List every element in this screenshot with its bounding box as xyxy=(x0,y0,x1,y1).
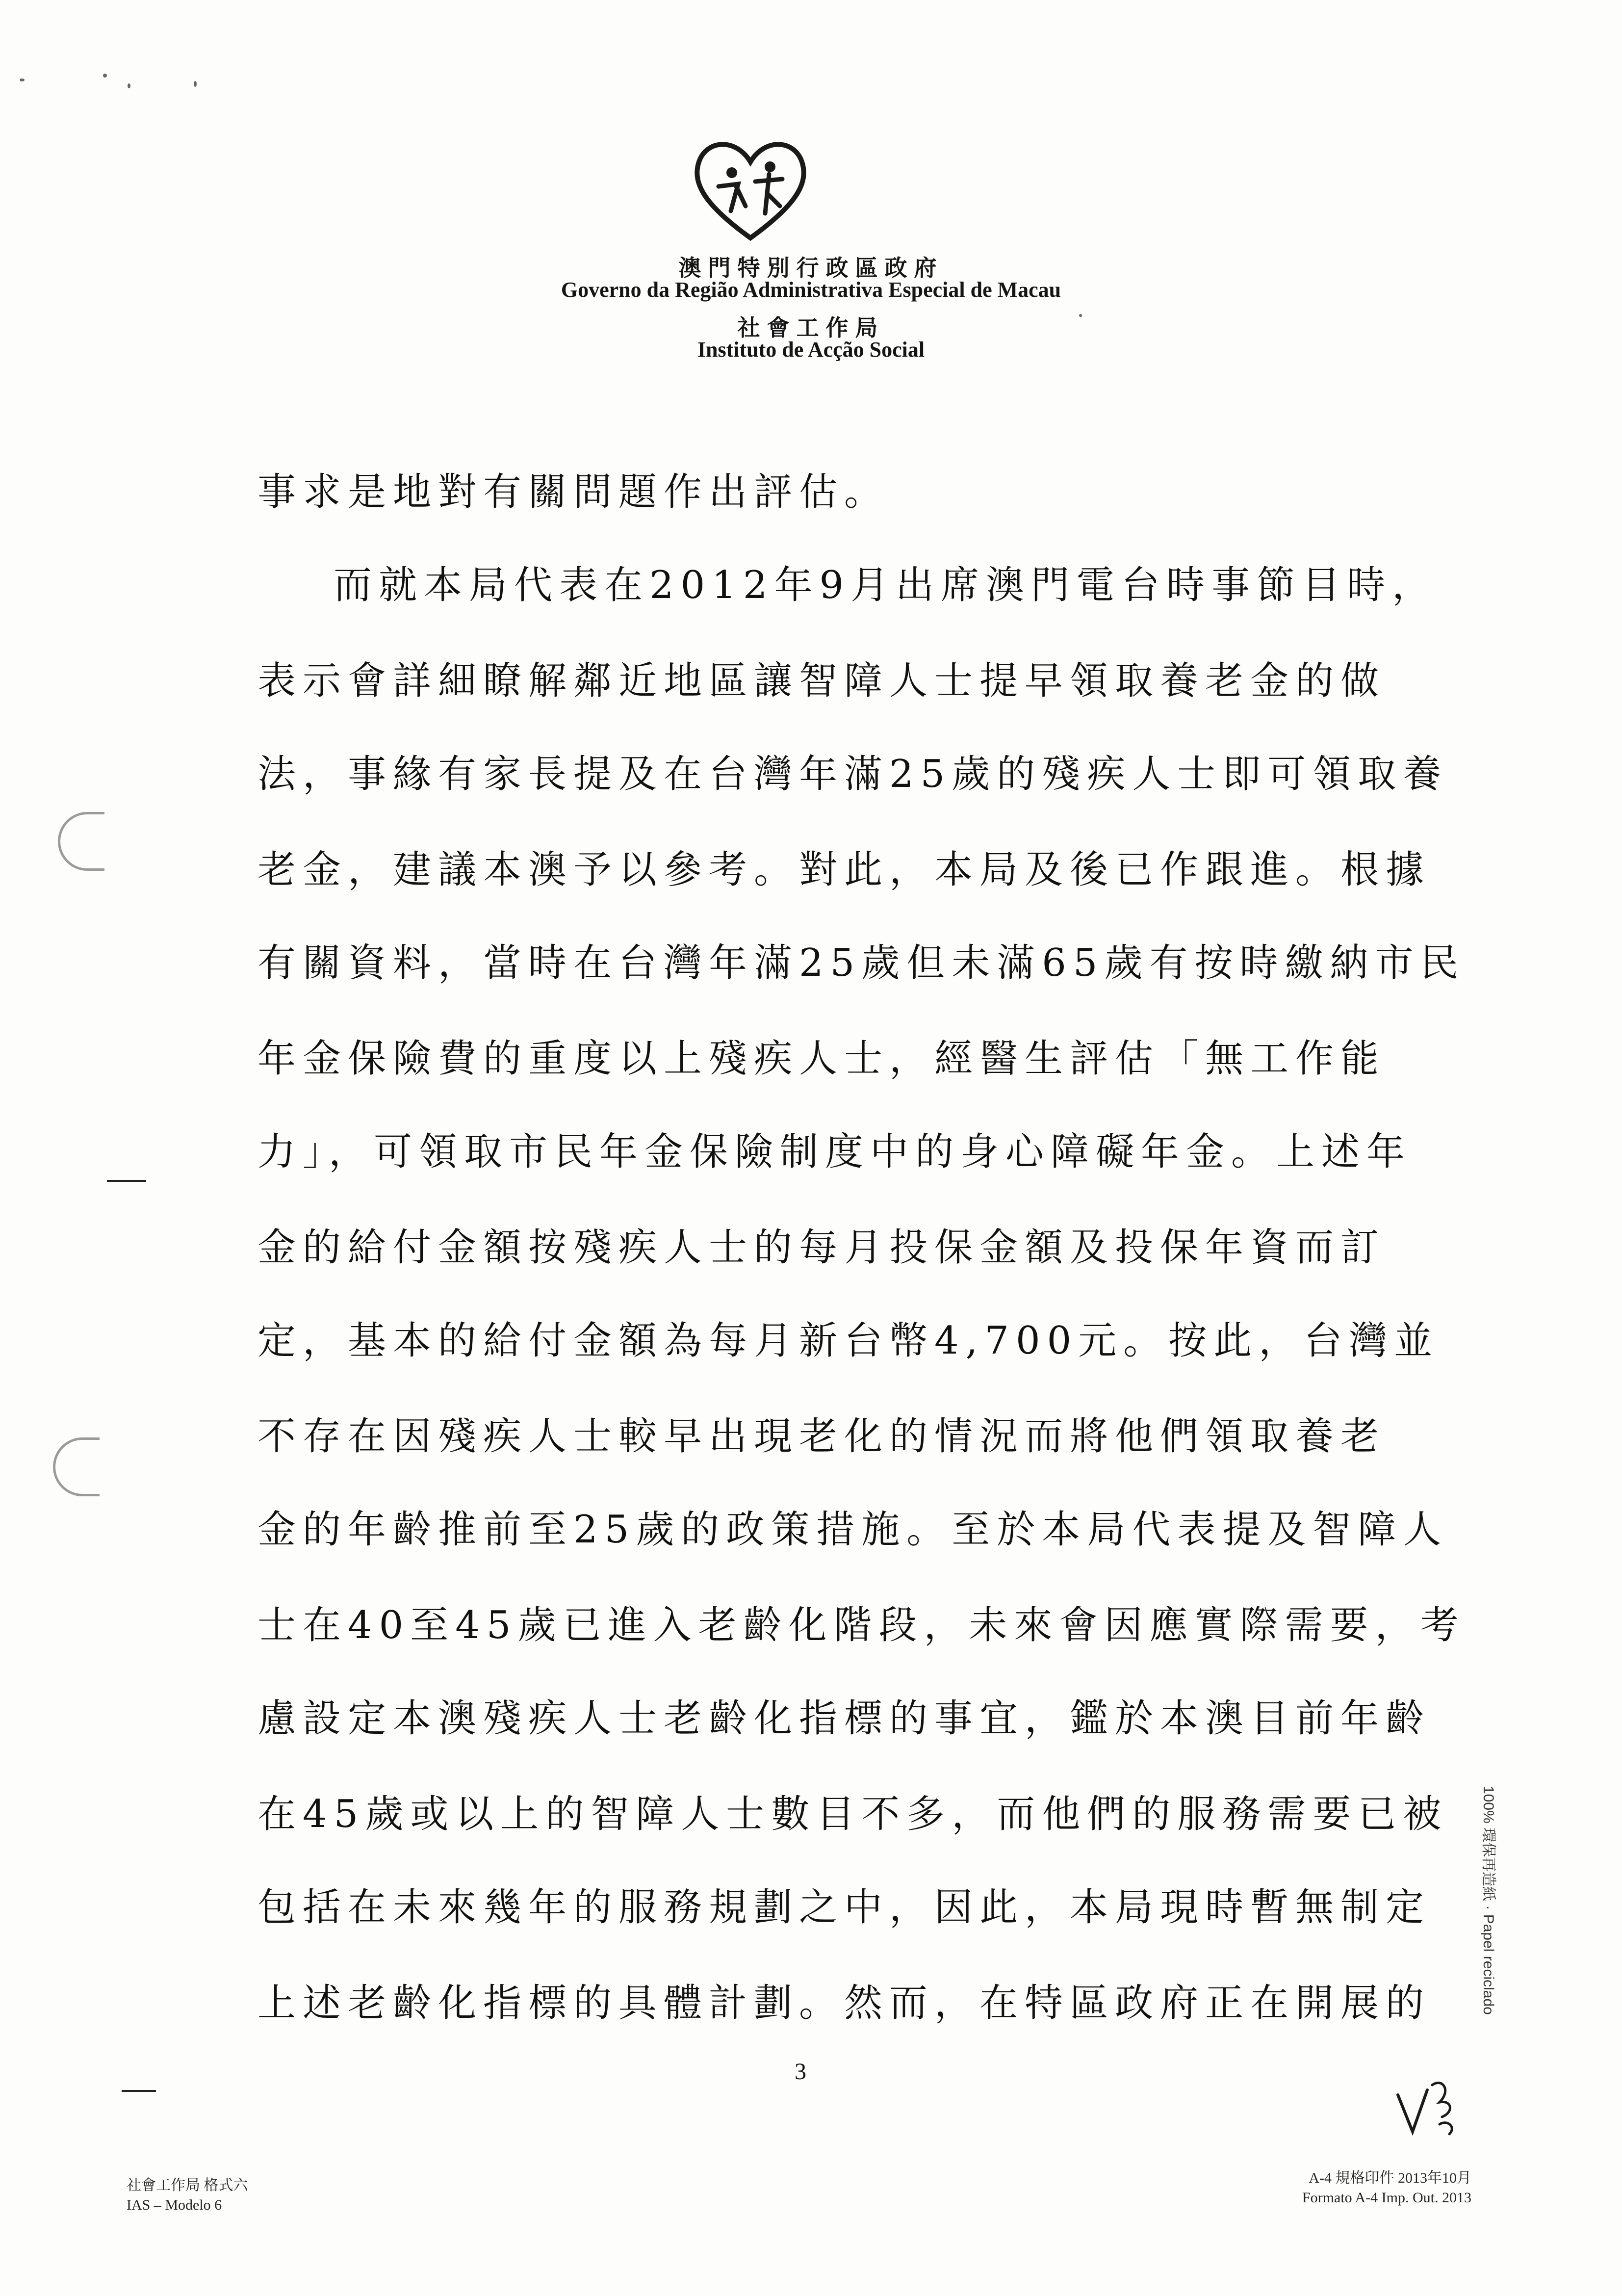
body-line: 老金，建議本澳予以參考。對此，本局及後已作跟進。根據 xyxy=(257,848,1431,892)
scan-speck xyxy=(103,74,107,78)
print-format-portuguese: Formato A-4 Imp. Out. 2013 xyxy=(1302,2190,1471,2206)
form-code-left xyxy=(127,2176,248,2215)
scan-speck xyxy=(20,78,25,81)
print-format-right xyxy=(1256,2168,1471,2208)
institute-name-chinese: 社會工作局 xyxy=(737,315,885,340)
scan-speck xyxy=(128,83,130,88)
margin-mark xyxy=(122,2090,156,2092)
body-line: 金的年齡推前至25歲的政策措施。至於本局代表提及智障人 xyxy=(257,1508,1448,1552)
scan-speck xyxy=(1079,314,1082,317)
government-name-chinese: 澳門特別行政區政府 xyxy=(678,256,944,281)
form-code-chinese: 社會工作局 格式六 xyxy=(127,2177,248,2193)
scan-speck xyxy=(194,81,197,87)
body-line: 包括在未來幾年的服務規劃之中，因此，本局現時暫無制定 xyxy=(257,1885,1431,1930)
body-line: 不存在因殘疾人士較早出現老化的情況而將他們領取養老 xyxy=(257,1414,1386,1459)
body-line: 定，基本的給付金額為每月新台幣4,700元。按此，台灣並 xyxy=(257,1319,1440,1363)
ias-heart-logo xyxy=(687,132,814,245)
margin-mark xyxy=(107,1180,146,1182)
body-line: 事求是地對有關問題作出評估。 xyxy=(257,470,890,514)
form-code-portuguese: IAS – Modelo 6 xyxy=(127,2197,222,2213)
page-number: 3 xyxy=(795,2059,806,2085)
handwritten-signature xyxy=(1393,2075,1462,2144)
body-line: 而就本局代表在2012年9月出席澳門電台時事節目時， xyxy=(334,563,1438,607)
body-line: 力」，可領取市民年金保險制度中的身心障礙年金。上述年 xyxy=(257,1130,1412,1174)
body-line: 上述老齡化指標的具體計劃。然而，在特區政府正在開展的 xyxy=(257,1981,1431,2025)
body-line: 表示會詳細瞭解鄰近地區讓智障人士提早領取養老金的做 xyxy=(257,659,1386,703)
body-line: 在45歲或以上的智障人士數目不多，而他們的服務需要已被 xyxy=(257,1792,1448,1836)
government-name-portuguese: Governo da Região Administrativa Especial de Macau xyxy=(561,278,1061,302)
recycled-paper-note: 100% 環保再造紙 · Papel reciclado xyxy=(1480,1786,1496,2015)
body-line: 士在40至45歲已進入老齡化階段，未來會因應實際需要，考 xyxy=(257,1603,1466,1647)
body-line: 慮設定本澳殘疾人士老齡化指標的事宜，鑑於本澳目前年齡 xyxy=(257,1696,1431,1741)
body-line: 法，事緣有家長提及在台灣年滿25歲的殘疾人士即可領取養 xyxy=(257,752,1448,796)
body-line: 金的給付金額按殘疾人士的每月投保金額及投保年資而訂 xyxy=(257,1226,1386,1270)
body-line: 年金保險費的重度以上殘疾人士，經醫生評估「無工作能 xyxy=(257,1037,1386,1081)
body-line: 有關資料，當時在台灣年滿25歲但未滿65歲有按時繳納市民 xyxy=(257,941,1466,985)
punch-hole xyxy=(58,812,104,871)
print-format-chinese: A-4 規格印件 2013年10月 xyxy=(1309,2170,1471,2186)
punch-hole xyxy=(53,1437,100,1496)
institute-name-portuguese: Instituto de Acção Social xyxy=(697,338,925,362)
